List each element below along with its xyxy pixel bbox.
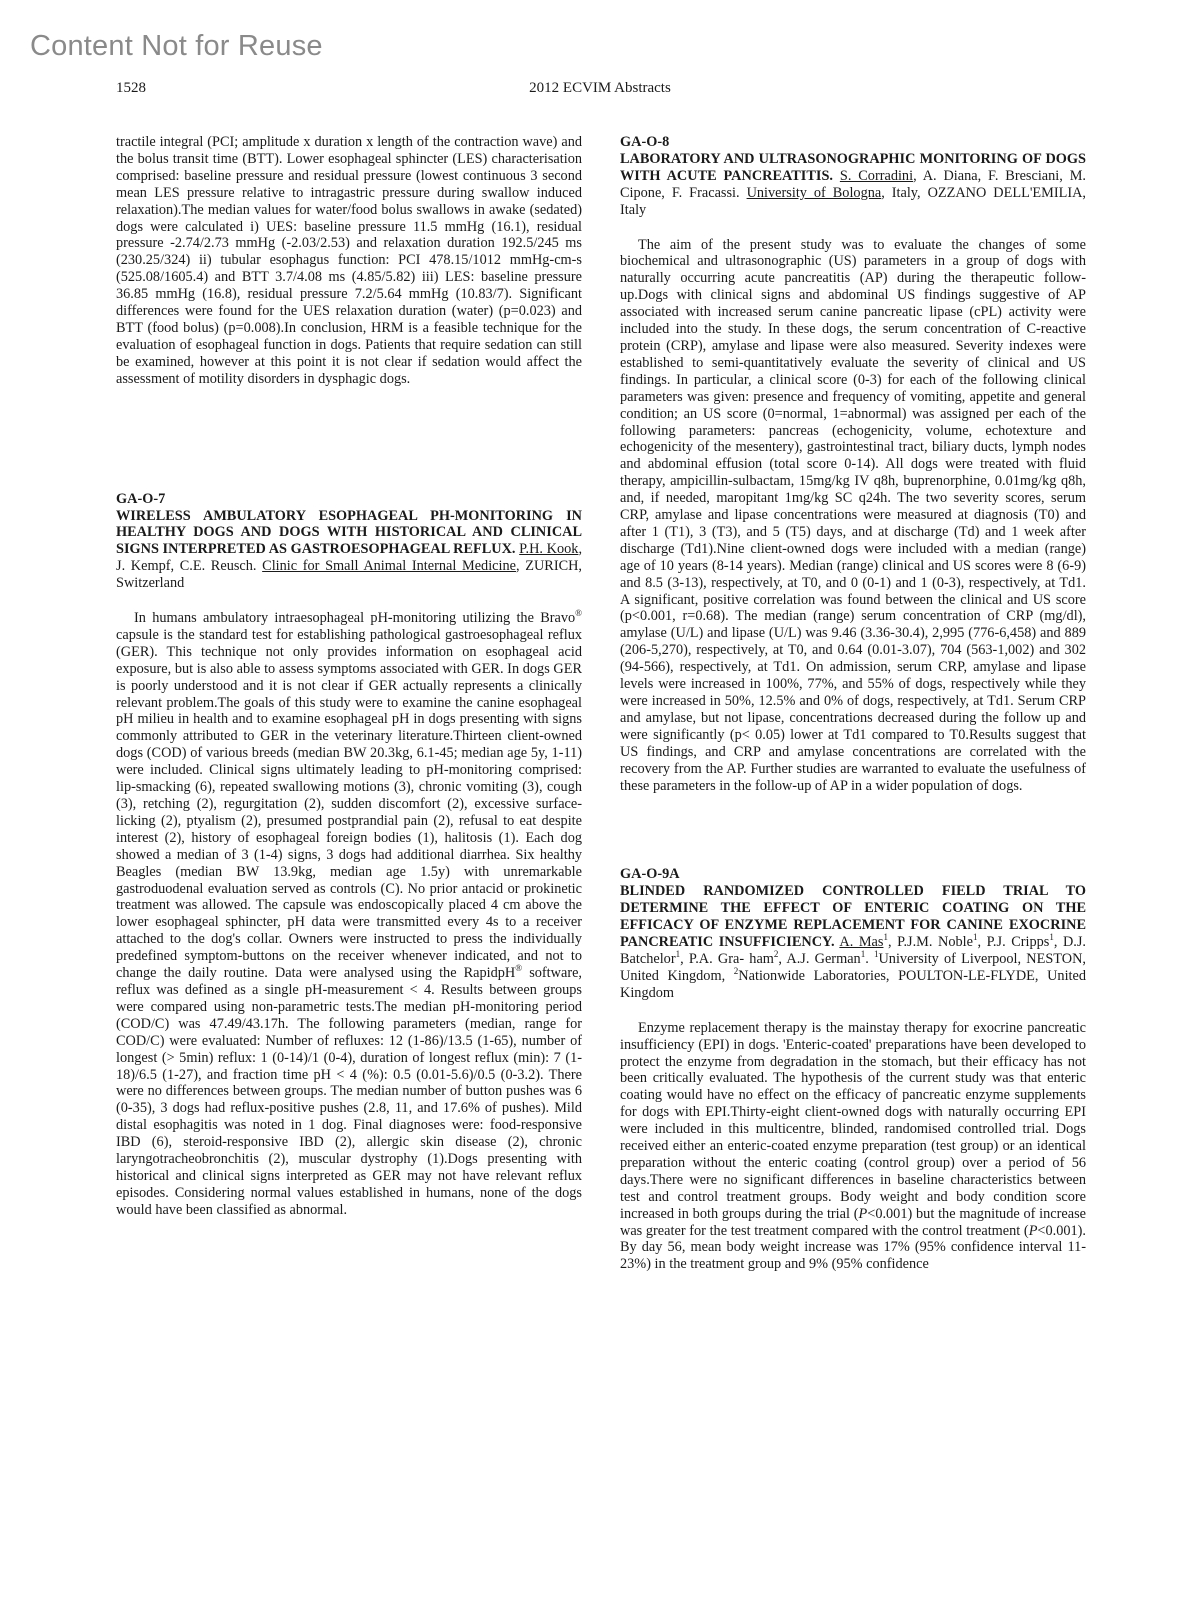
institution: University of Bologna <box>746 184 882 201</box>
body-part: capsule is the standard test for establishing pathological gastroesophageal reflux (GER). This technique not only provides information on esophageal acid exposure, but is also able to assess symptoms associated with GER. In dogs GER is poorly understood and it is not clear if GER actually represents a clinically relevant problem.The goals of this study were to examine the canine esophageal pH milieu in health and to examine esophageal pH in dogs presenting with signs commonly attributed to GER in the veterinary literature.Thirteen client-owned dogs (COD) of various breeds (median BW 20.3kg, 6.1-45; median age 5y, 1-11) were included. Clinical signs ultimately leading to pH-monitoring comprised: lip-smacking (6), repeated swallowing motions (3), chronic vomiting (3), cough (3), retching (2), regurgitation (2), sudden discomfort (2), excessive surface-licking (2), ptyalism (2), presumed postprandial pain (2), refusal to eat despite interest (2), history of esophageal foreign bodies (1), halitosis (1). Each dog showed a median of 3 (1-4) signs, 3 dogs had additional diarrhea. Six healthy Beagles (median BW 13.9kg, median age 1.5y) with unremarkable gastroduodenal evaluation served as controls (C). No prior antacid or prokinetic treatment was allowed. The capsule was endoscopically placed 4 cm above the lower esophageal sphincter, pH data were transmitted every 4s to a receiver attached to the dog's collar. Owners were instructed to press the individually predefined symptom-buttons on the receiver whenever indicated, and not to change the daily routine. Data were analysed using the RapidpH <box>116 626 582 982</box>
institution: Clinic for Small Animal Internal Medicine <box>262 558 516 575</box>
watermark: Content Not for Reuse <box>30 30 323 62</box>
abstract-id: GA-O-7 <box>116 490 166 507</box>
abstract-heading <box>116 508 582 593</box>
registered-mark: ® <box>575 608 582 619</box>
co-author: , P.A. Gra- <box>680 950 745 967</box>
affiliation-mark: 1 <box>675 949 681 960</box>
abstract-id: GA-O-8 <box>620 134 670 150</box>
italic-p: P <box>1028 1222 1038 1239</box>
location: , Italy, OZZANO DELL'EMILIA, Italy <box>620 184 1086 218</box>
abstract-heading <box>620 151 1086 219</box>
affiliation-mark: 2 <box>773 949 779 960</box>
italic-p: P <box>858 1205 868 1222</box>
affiliation-mark: 1 <box>1049 932 1054 943</box>
co-authors: , J. Kempf, C.E. Reusch. <box>116 541 583 575</box>
abstract-id: GA-O-9A <box>620 866 680 883</box>
abstract-heading <box>620 883 1086 1001</box>
co-author: , A.J. German <box>778 950 861 967</box>
abstract-body <box>620 1020 1086 1274</box>
left-column <box>116 134 582 1219</box>
body-part: In humans ambulatory intraesophageal pH-monitoring utilizing the Bravo <box>134 610 576 627</box>
affiliation-mark: 1 <box>873 949 879 960</box>
body-part: <0.001) but the magnitude of increase was greater for the test treatment compared with the control treatment ( <box>620 1205 1086 1239</box>
presenting-author: A. Mas <box>839 934 884 951</box>
body-part: Enzyme replacement therapy is the mainstay therapy for exocrine pancreatic insufficiency (EPI) in dogs. 'Enteric-coated' preparations have been developed to protect the enzyme from degradation in the stomach, but their efficacy has not been critically evaluated. The hypothesis of the current study was that enteric coating would have no effect on the efficacy of pancreatic enzyme supplements for dogs with EPI.Thirty-eight client-owned dogs with naturally occurring EPI were included in this multicentre, blinded, randomised controlled trial. Dogs received either an enteric-coated enzyme preparation (test group) or an identical preparation without the enteric coating (control group) over a period of 56 days.There were no significant differences in baseline characteristics between test and control treatment groups. Body weight and body condition score increased in both groups during the trial ( <box>620 1019 1086 1222</box>
co-author: , P.J.M. Noble <box>887 934 973 951</box>
presenting-author: S. Corradini <box>839 167 914 184</box>
running-head: 2012 ECVIM Abstracts <box>529 80 671 96</box>
abstract-title: BLINDED RANDOMIZED CONTROLLED FIELD TRIAL TO DETERMINE THE EFFECT OF ENTERIC COATING ON THE EFFICACY OF ENZYME REPLACEMENT FOR CANINE EXOCRINE PANCREATIC INSUFFICIENCY. <box>620 883 1086 951</box>
institution: Nationwide Laboratories, POULTON-LE-FLYDE, United Kingdom <box>620 967 1087 1001</box>
right-column <box>620 134 1086 1273</box>
abstract-title: WIRELESS AMBULATORY ESOPHAGEAL PH-MONITORING IN HEALTHY DOGS AND DOGS WITH HISTORICAL AND CLINICAL SIGNS INTERPRETED AS GASTROESOPHAGEAL REFLUX. <box>116 507 582 558</box>
location: , ZURICH, Switzerland <box>116 558 583 592</box>
affiliation-mark: 1 <box>972 932 978 943</box>
registered-mark: ® <box>515 963 523 974</box>
co-authors: , A. Diana, F. Bresciani, M. Cipone, F. Fracassi. <box>620 167 1087 201</box>
continued-abstract-text: tractile integral (PCI; amplitude x duration x length of the contraction wave) and the bolus transit time (BTT). Lower esophageal sphincter (LES) characterisation comprised: baseline pressure and residual pressure (lowest continuous 3 second mean LES pressure relative to intragastric pressure during swallow induced relaxation).The median values for water/food bolus swallows in awake (sedated) dogs were calculated i) UES: baseline pressure 11.5 mmHg (16.1), residual pressure -2.74/2.73 mmHg (-2.03/2.53) and relaxation duration 192.5/245 ms (230.25/324) ii) tubular esophagus function: PCI 478.15/1012 mmHg-cm-s (525.08/1605.4) and BTT 3.7/4.08 ms (4.85/5.82) iii) LES: baseline pressure 36.85 mmHg (16.8), residual pressure 7.2/5.64 mmHg (10.83/7). Significant differences were found for the UES relaxation duration (water) (p=0.023) and BTT (food bolus) (p=0.008).In conclusion, HRM is a feasible technique for the evaluation of esophageal function in dogs. Patients that require sedation can still be examined, however at this point it is not clear if sedation would affect the assessment of motility disorders in dysphagic dogs. <box>116 134 582 387</box>
body-part: software, reflux was defined as a single pH-measurement < 4. Results between groups were compared using non-parametric tests.The median pH-monitoring period (COD/C) was 47.49/43.17h. The following parameters (median, range for COD/C) were evaluated: Number of refluxes: 12 (1-86)/13.5 (1-65), number of longest (> 5min) reflux: 1 (0-14)/1 (0-4), duration of longest reflux (min): 7 (1-18)/6.5 (1-27), and fraction time pH < 4 (%): 0.5 (0.01-5.6)/0.5 (0-3.2). There were no differences between groups. The median number of button pushes was 6 (0-35), 3 dogs had reflux-positive pushes (2.8, 11, and 17.6% of pushes). Mild distal esophagitis was noted in 1 dog. Final diagnoses were: food-responsive IBD (6), steroid-responsive IBD (2), allergic skin disease (2), chronic laryngotracheobronchitis (2), muscular dystrophy (1).Dogs presenting with historical and clinical signs interpreted as GER may not have relevant reflux episodes. Considering normal values established in humans, none of the dogs would have been classified as abnormal. <box>116 965 582 1218</box>
page-number: 1528 <box>116 80 146 96</box>
presenting-author: P.H. Kook <box>519 541 579 558</box>
abstract-body: The aim of the present study was to evaluate the changes of some biochemical and ultrasonographic (US) parameters in a group of dogs with naturally occurring acute pancreatitis (AP) during the therapeutic follow-up.Dogs with clinical signs and abdominal US findings suggestive of AP associated with increased serum canine pancreatic lipase (cPL) activity were included into the study. In these dogs, the serum concentration of C-reactive protein (CRP), amylase and lipase were also measured. Severity indexes were established to semi-quantitatively evaluate the severity of clinical and US findings. In particular, a clinical score (0-3) for each of the following clinical parameters was given: presence and frequency of vomiting, appetite and general condition; an US score (0=normal, 1=abnormal) was assigned per each of the following parameters: pancreas (echogenicity, volume, echotexture and echogenicity of the mesentery), gastrointestinal tract, biliary ducts, lymph nodes and abdominal effusion (total score 0-14). All dogs were treated with fluid therapy, ampicillin-sulbactam, 15mg/kg IV q8h, buprenorphine, 0.01mg/kg q8h, and, if needed, maropitant 1mg/kg SC q24h. The two severity scores, serum CRP, amylase and lipase concentrations were measured at diagnosis (T0) and after 1 (T1), 3 (T3), and 5 (T5) days, and at discharge (Td) and 1 week after discharge (Td1).Nine client-owned dogs were included with a median (range) age of 10 years (8-14 years). Median (range) clinical and US scores were 8 (6-9) and 8.5 (3-13), respectively, at T0, and 0 (0-1) and 1 (0-3), respectively, at Td1. A significant, positive correlation was found between the clinical and US score (p<0.001, r=0.68). The median (range) serum concentration of CRP (mg/dl), amylase (U/L) and lipase (U/L) was 9.46 (3.36-30.4), 2,995 (776-6,458) and 889 (206-5,270), respectively, at T0, and 0.64 (0.01-3.07), 704 (563-1,002) and 302 (94-566), respectively, at Td1. On admission, serum CRP, amylase and lipase levels were increased in 100%, 77%, and 55% of dogs, respectively while they were increased in 50%, 12.5% and 0% of dogs, respectively, at Td1. Serum CRP and amylase, but not lipase, concentrations decreased during the follow up and were significantly (p< 0.05) lower at Td1 compared to T0.Results suggest that US findings, and CRP and amylase concentrations are correlated with the recovery from the AP. Further studies are warranted to evaluate the usefulness of these parameters in the follow-up of AP in a wider population of dogs. <box>620 236 1086 794</box>
body-part: <0.001). By day 56, mean body weight increase was 17% (95% confidence interval 11-23%) in the treatment group and 9% (95% confidence <box>620 1222 1086 1273</box>
co-author: ham <box>749 950 774 967</box>
abstract-title: LABORATORY AND ULTRASONOGRAPHIC MONITORING OF DOGS WITH ACUTE PANCREATITIS. <box>620 150 1086 184</box>
separator: . <box>865 950 874 967</box>
institution: University of Liverpool, NESTON, United Kingdom, <box>620 950 1086 984</box>
abstract-body <box>116 610 582 1219</box>
affiliation-mark: 1 <box>860 949 866 960</box>
affiliation-mark: 2 <box>733 966 739 977</box>
co-author: , D.J. Batchelor <box>620 934 1086 967</box>
affiliation-mark: 1 <box>883 932 888 943</box>
co-author: , P.J. Cripps <box>977 934 1050 951</box>
